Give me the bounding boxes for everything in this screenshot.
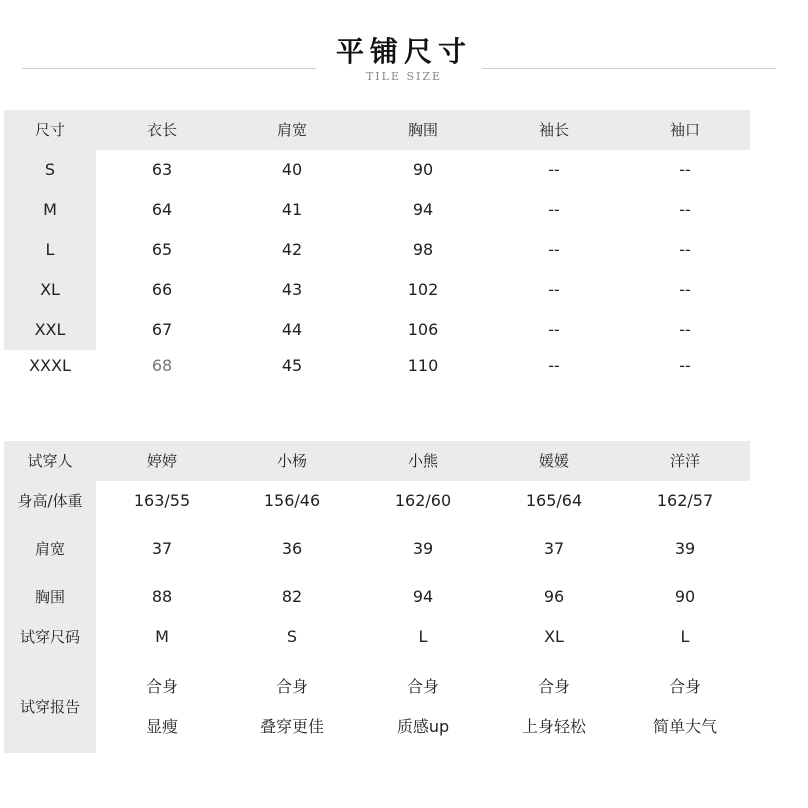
size-value-cell: -- <box>548 280 560 299</box>
tryon-value-cell: 156/46 <box>263 491 321 510</box>
size-value-cell: 65 <box>151 240 173 259</box>
size-value-cell: -- <box>679 160 691 179</box>
size-value-cell: 67 <box>151 320 173 339</box>
tryon-value-cell: 39 <box>412 539 434 558</box>
size-header-cell: 衣长 <box>146 121 177 139</box>
tryon-report-comment: 简单大气 <box>652 717 717 736</box>
size-value-cell: 40 <box>281 160 303 179</box>
tryon-report-comment: 质感up <box>396 717 450 736</box>
size-value-cell: 42 <box>281 240 303 259</box>
tryon-report-comment: 上身轻松 <box>521 717 586 736</box>
size-value-cell: -- <box>548 240 560 259</box>
size-label-cell: XL <box>40 280 60 299</box>
size-label-cell: S <box>44 160 56 179</box>
size-value-cell: -- <box>679 320 691 339</box>
size-label-cell: M <box>43 200 57 219</box>
page-subtitle: TILE SIZE <box>365 70 443 83</box>
size-value-cell: -- <box>548 356 560 375</box>
size-label-cell: XXL <box>34 320 66 339</box>
size-value-cell: 44 <box>281 320 303 339</box>
title-rule-right <box>482 68 776 69</box>
size-label-cell: L <box>45 240 55 259</box>
tryon-label-cell: 胸围 <box>34 588 65 606</box>
tryon-value-cell: L <box>418 627 428 646</box>
title-rule-left <box>22 68 316 69</box>
size-value-cell: 41 <box>281 200 303 219</box>
tryon-value-cell: XL <box>544 627 564 646</box>
tryon-report-fit: 合身 <box>406 677 439 696</box>
tryon-report-comment: 叠穿更佳 <box>259 717 324 736</box>
size-value-cell: 66 <box>151 280 173 299</box>
tryon-value-cell: 163/55 <box>133 491 191 510</box>
tryon-value-cell: 96 <box>543 587 565 606</box>
size-header-cell: 袖口 <box>669 121 700 139</box>
tryon-header-cell: 小杨 <box>276 452 307 470</box>
tryon-header-cell: 洋洋 <box>669 452 700 470</box>
size-value-cell: 94 <box>412 200 434 219</box>
tryon-report-fit: 合身 <box>668 677 701 696</box>
size-value-cell: 102 <box>407 280 439 299</box>
tryon-value-cell: 37 <box>543 539 565 558</box>
tryon-value-cell: 165/64 <box>525 491 583 510</box>
size-value-cell: 43 <box>281 280 303 299</box>
size-header-cell: 胸围 <box>407 121 438 139</box>
size-value-cell: -- <box>679 200 691 219</box>
size-value-cell: -- <box>679 356 691 375</box>
size-value-cell: 63 <box>151 160 173 179</box>
size-header-cell: 袖长 <box>538 121 569 139</box>
size-value-cell: 45 <box>281 356 303 375</box>
size-value-cell: 90 <box>412 160 434 179</box>
size-value-cell: 68 <box>151 356 173 375</box>
tryon-label-cell: 肩宽 <box>34 540 65 558</box>
size-value-cell: -- <box>679 240 691 259</box>
tryon-value-cell: 39 <box>674 539 696 558</box>
size-value-cell: 64 <box>151 200 173 219</box>
tryon-value-cell: 94 <box>412 587 434 606</box>
tryon-value-cell: 82 <box>281 587 303 606</box>
tryon-value-cell: 162/57 <box>656 491 714 510</box>
tryon-report-fit: 合身 <box>275 677 308 696</box>
tryon-report-fit: 合身 <box>145 677 178 696</box>
tryon-label-cell: 身高/体重 <box>17 492 83 510</box>
tryon-value-cell: 88 <box>151 587 173 606</box>
size-label-cell: XXXL <box>29 356 71 375</box>
tryon-value-cell: 37 <box>151 539 173 558</box>
tryon-report-comment: 显瘦 <box>145 717 178 736</box>
size-value-cell: -- <box>679 280 691 299</box>
tryon-header-cell: 小熊 <box>407 452 438 470</box>
size-header-cell: 尺寸 <box>34 121 65 139</box>
size-value-cell: -- <box>548 200 560 219</box>
size-value-cell: 98 <box>412 240 434 259</box>
size-header-cell: 肩宽 <box>276 121 307 139</box>
tryon-report-fit: 合身 <box>537 677 570 696</box>
tryon-value-cell: L <box>680 627 690 646</box>
size-value-cell: 106 <box>407 320 439 339</box>
tryon-value-cell: 162/60 <box>394 491 452 510</box>
tryon-header-cell: 婷婷 <box>146 452 177 470</box>
tryon-header-cell: 媛媛 <box>538 452 569 470</box>
size-value-cell: 110 <box>407 356 439 375</box>
tryon-value-cell: S <box>286 627 298 646</box>
tryon-header-cell: 试穿人 <box>27 452 73 470</box>
page-title: 平铺尺寸 <box>335 35 472 68</box>
size-value-cell: -- <box>548 320 560 339</box>
tryon-value-cell: M <box>155 627 169 646</box>
tryon-report-label: 试穿报告 <box>19 698 80 716</box>
tryon-value-cell: 90 <box>674 587 696 606</box>
size-value-cell: -- <box>548 160 560 179</box>
tryon-value-cell: 36 <box>281 539 303 558</box>
tryon-label-cell: 试穿尺码 <box>19 628 80 646</box>
